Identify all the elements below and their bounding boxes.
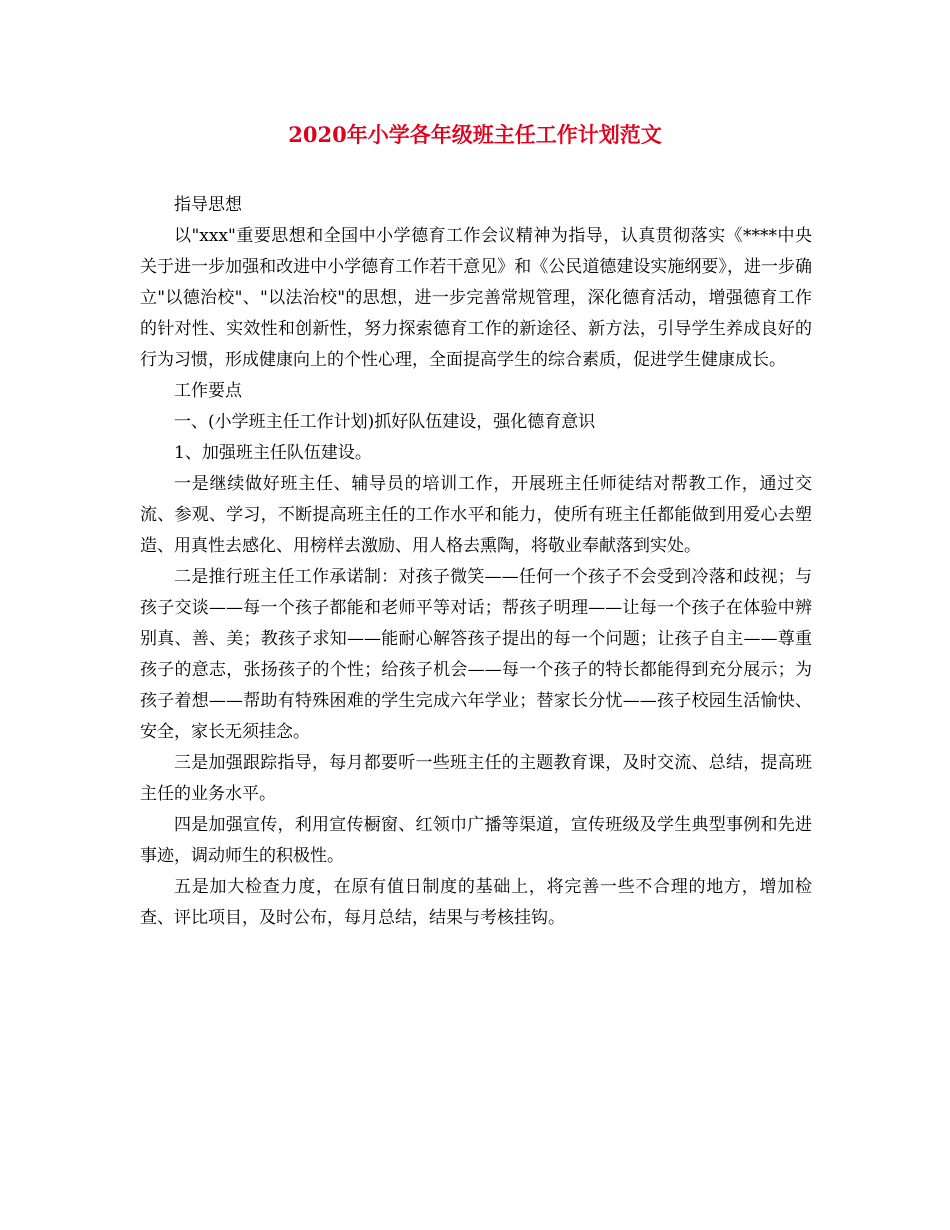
paragraph-item-four: 四是加强宣传，利用宣传橱窗、红领巾广播等渠道，宣传班级及学生典型事例和先进事迹，调动师生的积极性。 <box>140 815 812 866</box>
paragraph-item-five: 五是加大检查力度，在原有值日制度的基础上，将完善一些不合理的地方，增加检查、评比项目，及时公布，每月总结，结果与考核挂钩。 <box>140 877 812 928</box>
document-body <box>140 190 812 934</box>
section-heading-guiding-thought: 指导思想 <box>174 195 242 215</box>
section-heading-work-points: 工作要点 <box>174 381 242 401</box>
subheading-team-building: 一、(小学班主任工作计划)抓好队伍建设，强化德育意识 <box>174 412 596 432</box>
document-title: 2020年小学各年级班主任工作计划范文 <box>288 122 662 147</box>
paragraph-guiding-thought: 以"xxx"重要思想和全国中小学德育工作会议精神为指导，认真贯彻落实《****中央关于进一步加强和改进中小学德育工作若干意见》和《公民道德建设实施纲要》，进一步确立"以德治校"、"以法治校"的思想，进一步完善常规管理，深化德育活动，增强德育工作的针对性、实效性和创新性，努力探索德育工作的新途径、新方法，引导学生养成良好的行为习惯，形成健康向上的个性心理，全面提高学生的综合素质，促进学生健康成长。 <box>140 226 812 370</box>
paragraph-item-three: 三是加强跟踪指导，每月都要听一些班主任的主题教育课，及时交流、总结，提高班主任的业务水平。 <box>140 753 812 804</box>
paragraph-item-two: 二是推行班主任工作承诺制：对孩子微笑——任何一个孩子不会受到冷落和歧视；与孩子交谈——每一个孩子都能和老师平等对话；帮孩子明理——让每一个孩子在体验中辨别真、善、美；教孩子求知——能耐心解答孩子提出的每一个问题；让孩子自主——尊重孩子的意志，张扬孩子的个性；给孩子机会——每一个孩子的特长都能得到充分展示；为孩子着想——帮助有特殊困难的学生完成六年学业；替家长分忧——孩子校园生活愉快、安全，家长无须挂念。 <box>140 567 812 742</box>
paragraph-item-one: 一是继续做好班主任、辅导员的培训工作，开展班主任师徒结对帮教工作，通过交流、参观、学习，不断提高班主任的工作水平和能力，使所有班主任都能做到用爱心去塑造、用真性去感化、用榜样去激励、用人格去熏陶，将敬业奉献落到实处。 <box>140 474 812 556</box>
subheading-strengthen-teachers: 1、加强班主任队伍建设。 <box>174 443 372 463</box>
